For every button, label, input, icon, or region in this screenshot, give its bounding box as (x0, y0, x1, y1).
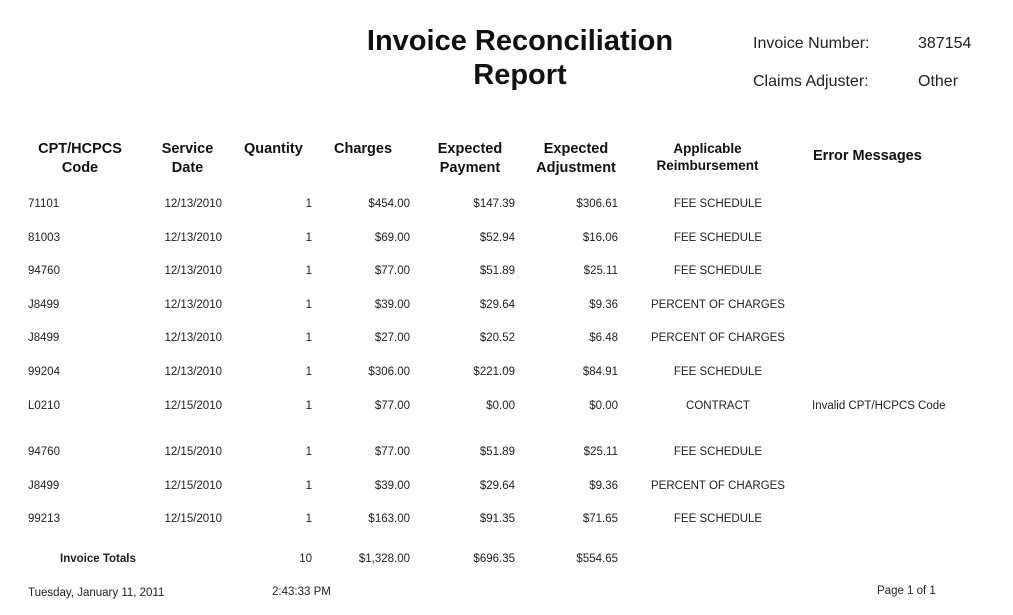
header-adjustment-line1: Expected (543, 141, 609, 157)
cell-reimbursement: FEE SCHEDULE (673, 446, 763, 458)
cell-code: J8499 (28, 332, 60, 344)
cell-service-date: 12/13/2010 (164, 299, 222, 311)
cell-reimbursement: FEE SCHEDULE (673, 232, 763, 244)
header-quantity: Quantity (244, 141, 303, 157)
cell-charges: $77.00 (374, 265, 410, 277)
header-date-line1: Service (161, 141, 214, 157)
cell-adjustment: $6.48 (589, 332, 618, 344)
claims-adjuster-value: Other (918, 73, 959, 90)
footer-page: Page 1 of 1 (877, 585, 936, 597)
cell-payment: $147.39 (473, 198, 515, 210)
cell-payment: $20.52 (479, 332, 515, 344)
totals-label: Invoice Totals (60, 553, 136, 565)
cell-code: L0210 (28, 400, 60, 412)
cell-service-date: 12/13/2010 (164, 332, 222, 344)
cell-quantity: 1 (305, 332, 312, 344)
totals-charges: $1,328.00 (358, 553, 410, 565)
cell-reimbursement: FEE SCHEDULE (673, 198, 763, 210)
cell-reimbursement: PERCENT OF CHARGES (651, 299, 785, 311)
cell-payment: $29.64 (479, 480, 515, 492)
totals-quantity: 10 (299, 553, 312, 565)
cell-payment: $91.35 (479, 513, 515, 525)
totals-payment: $696.35 (473, 553, 515, 565)
cell-quantity: 1 (305, 480, 312, 492)
footer-time: 2:43:33 PM (272, 586, 331, 598)
totals-adjustment: $554.65 (576, 553, 618, 565)
cell-quantity: 1 (305, 299, 312, 311)
cell-code: J8499 (28, 480, 60, 492)
cell-charges: $27.00 (374, 332, 410, 344)
header-date-line2: Date (171, 160, 204, 176)
report-title-line1: Invoice Reconciliation (366, 25, 674, 57)
cell-quantity: 1 (305, 513, 312, 525)
header-reimb-line1: Applicable (673, 141, 742, 156)
cell-error-message: Invalid CPT/HCPCS Code (812, 400, 946, 412)
cell-quantity: 1 (305, 400, 312, 412)
cell-adjustment: $71.65 (582, 513, 618, 525)
cell-service-date: 12/13/2010 (164, 198, 222, 210)
cell-reimbursement: FEE SCHEDULE (673, 265, 763, 277)
cell-payment: $52.94 (479, 232, 515, 244)
cell-quantity: 1 (305, 232, 312, 244)
cell-charges: $39.00 (374, 480, 410, 492)
cell-service-date: 12/15/2010 (164, 400, 222, 412)
header-service-date (145, 140, 230, 178)
cell-charges: $306.00 (368, 366, 410, 378)
cell-adjustment: $25.11 (583, 446, 618, 458)
cell-payment: $51.89 (479, 446, 515, 458)
header-payment-line1: Expected (437, 141, 503, 157)
cell-adjustment: $0.00 (589, 400, 618, 412)
cell-service-date: 12/13/2010 (164, 366, 222, 378)
header-code-line2: Code (61, 160, 99, 176)
cell-quantity: 1 (305, 198, 312, 210)
cell-charges: $69.00 (374, 232, 410, 244)
cell-code: 71101 (28, 198, 60, 210)
cell-adjustment: $16.06 (582, 232, 618, 244)
cell-service-date: 12/15/2010 (164, 446, 222, 458)
cell-payment: $0.00 (486, 400, 515, 412)
header-applicable-reimbursement (640, 140, 775, 174)
cell-adjustment: $9.36 (589, 480, 618, 492)
header-code-line1: CPT/HCPCS (38, 141, 122, 157)
invoice-number-value: 387154 (918, 35, 972, 52)
report-title (330, 24, 710, 92)
cell-service-date: 12/15/2010 (164, 480, 222, 492)
cell-code: J8499 (28, 299, 60, 311)
cell-quantity: 1 (305, 446, 312, 458)
cell-adjustment: $84.91 (582, 366, 618, 378)
cell-adjustment: $25.11 (583, 265, 618, 277)
cell-reimbursement: PERCENT OF CHARGES (651, 332, 785, 344)
header-adjustment-line2: Adjustment (536, 160, 616, 176)
cell-adjustment: $9.36 (589, 299, 618, 311)
cell-charges: $39.00 (374, 299, 410, 311)
cell-quantity: 1 (305, 366, 312, 378)
cell-reimbursement: CONTRACT (686, 400, 750, 412)
cell-code: 99204 (28, 366, 60, 378)
cell-charges: $77.00 (374, 446, 410, 458)
cell-reimbursement: FEE SCHEDULE (673, 366, 763, 378)
cell-service-date: 12/13/2010 (164, 232, 222, 244)
cell-quantity: 1 (305, 265, 312, 277)
report-title-line2: Report (473, 59, 567, 91)
header-expected-payment (425, 140, 515, 178)
cell-payment: $29.64 (479, 299, 515, 311)
cell-code: 99213 (28, 513, 60, 525)
cell-reimbursement: FEE SCHEDULE (673, 513, 763, 525)
header-charges: Charges (334, 141, 393, 157)
header-code (25, 140, 135, 178)
claims-adjuster-label: Claims Adjuster: (753, 73, 869, 90)
cell-charges: $454.00 (368, 198, 410, 210)
header-payment-line2: Payment (439, 160, 501, 176)
cell-code: 81003 (28, 232, 60, 244)
cell-code: 94760 (28, 265, 60, 277)
footer-date: Tuesday, January 11, 2011 (28, 587, 165, 599)
cell-code: 94760 (28, 446, 60, 458)
cell-adjustment: $306.61 (576, 198, 618, 210)
cell-charges: $163.00 (368, 513, 410, 525)
cell-payment: $51.89 (479, 265, 515, 277)
header-reimb-line2: Reimbursement (656, 158, 759, 173)
header-expected-adjustment (527, 140, 625, 178)
invoice-number-label: Invoice Number: (753, 35, 870, 52)
cell-charges: $77.00 (374, 400, 410, 412)
cell-service-date: 12/15/2010 (164, 513, 222, 525)
header-error-messages: Error Messages (813, 148, 922, 164)
cell-reimbursement: PERCENT OF CHARGES (651, 480, 785, 492)
cell-service-date: 12/13/2010 (164, 265, 222, 277)
cell-payment: $221.09 (473, 366, 515, 378)
